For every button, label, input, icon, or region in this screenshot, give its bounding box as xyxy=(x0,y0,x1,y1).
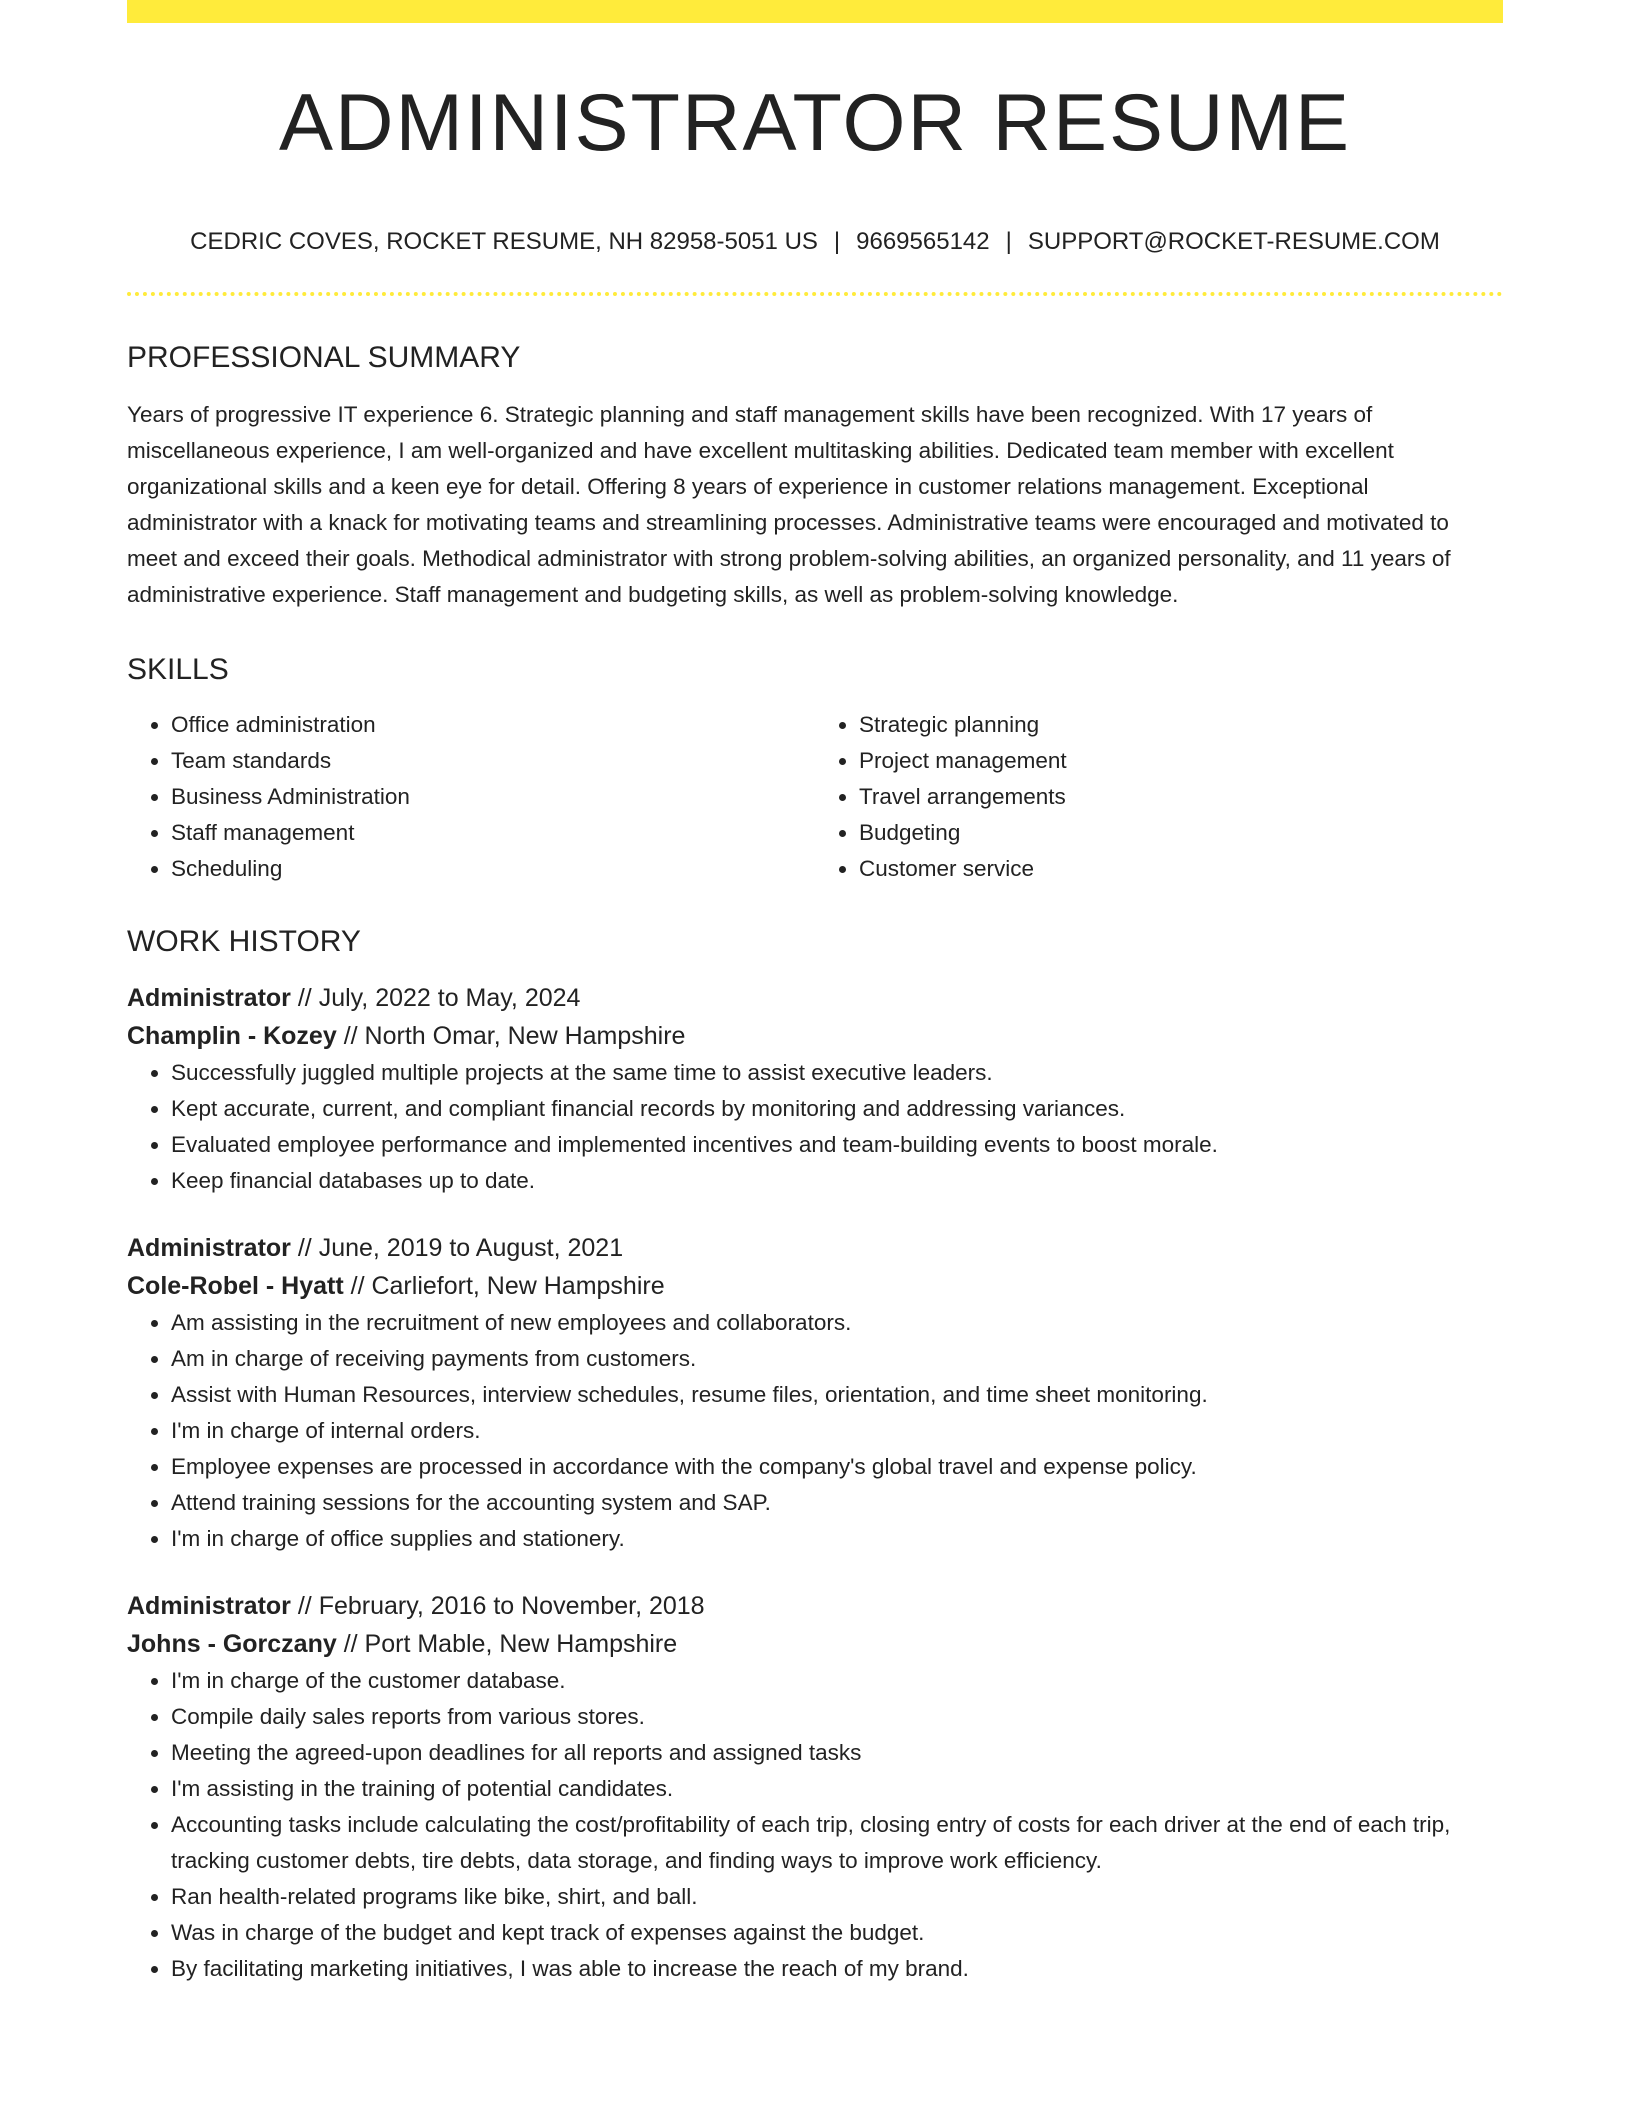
contact-address: CEDRIC COVES, ROCKET RESUME, NH 82958-5051 US xyxy=(190,228,818,255)
job-title: Administrator xyxy=(127,1592,291,1620)
job-bullet-list xyxy=(127,1055,1503,1199)
job-location: // Carliefort, New Hampshire xyxy=(350,1272,665,1300)
job-location: // North Omar, New Hampshire xyxy=(343,1022,686,1050)
job-bullet: • Ran health-related programs like bike, shirt, and ball. xyxy=(171,1879,1503,1915)
job-bullet: • Compile daily sales reports from various stores. xyxy=(171,1699,1503,1735)
job-entry xyxy=(127,1587,1503,1987)
skill-item: • Office administration xyxy=(171,707,815,743)
skill-item: • Strategic planning xyxy=(859,707,1503,743)
summary-heading: PROFESSIONAL SUMMARY xyxy=(127,341,521,374)
job-title-line xyxy=(127,979,1503,1017)
job-bullet: • Keep financial databases up to date. xyxy=(171,1163,1503,1199)
job-bullet: • I'm assisting in the training of potential candidates. xyxy=(171,1771,1503,1807)
job-dates: // July, 2022 to May, 2024 xyxy=(297,984,581,1012)
contact-email: SUPPORT@ROCKET-RESUME.COM xyxy=(1027,228,1440,255)
skill-item: • Team standards xyxy=(171,743,815,779)
job-company: Johns - Gorczany xyxy=(127,1630,337,1658)
job-company-line xyxy=(127,1267,1503,1305)
job-entry xyxy=(127,1229,1503,1557)
skills-list-right xyxy=(815,707,1503,887)
skills-column-right xyxy=(815,707,1503,887)
job-bullet: • Am in charge of receiving payments from customers. xyxy=(171,1341,1503,1377)
job-bullet: • Evaluated employee performance and implemented incentives and team-building events to boost morale. xyxy=(171,1127,1503,1163)
dotted-divider xyxy=(127,292,1503,296)
resume-title: ADMINISTRATOR RESUME xyxy=(278,78,1352,168)
job-title: Administrator xyxy=(127,1234,291,1262)
skills-heading: SKILLS xyxy=(127,653,229,686)
resume-page xyxy=(127,0,1503,1987)
contact-line xyxy=(127,230,1503,254)
contact-separator: | xyxy=(1005,228,1012,255)
skill-item: • Customer service xyxy=(859,851,1503,887)
skill-item: • Budgeting xyxy=(859,815,1503,851)
summary-text: Years of progressive IT experience 6. Strategic planning and staff management skills have been recognized. With 17 years of miscellaneous experience, I am well-organized and have excellent multitasking abilities. Dedicated team member with excellent organizational skills and a keen eye for detail. Offering 8 years of experience in customer relations management. Exceptional administrator with a knack for motivating teams and streamlining processes. Administrative teams were encouraged and motivated to meet and exceed their goals. Methodical administrator with strong problem-solving abilities, an organized personality, and 11 years of administrative experience. Staff management and budgeting skills, as well as problem-solving knowledge. xyxy=(127,402,1451,607)
job-title: Administrator xyxy=(127,984,291,1012)
job-company: Champlin - Kozey xyxy=(127,1022,337,1050)
job-dates: // February, 2016 to November, 2018 xyxy=(297,1592,705,1620)
job-title-line xyxy=(127,1587,1503,1625)
contact-separator: | xyxy=(833,228,841,255)
skill-item: • Staff management xyxy=(171,815,815,851)
skill-item: • Travel arrangements xyxy=(859,779,1503,815)
job-bullet: • Attend training sessions for the accounting system and SAP. xyxy=(171,1485,1503,1521)
job-bullet: • By facilitating marketing initiatives, I was able to increase the reach of my brand. xyxy=(171,1951,1503,1987)
skills-grid xyxy=(127,707,1503,887)
accent-top-bar xyxy=(127,0,1503,23)
job-dates: // June, 2019 to August, 2021 xyxy=(297,1234,624,1262)
skill-item: • Project management xyxy=(859,743,1503,779)
job-bullet: • Was in charge of the budget and kept track of expenses against the budget. xyxy=(171,1915,1503,1951)
job-title-line xyxy=(127,1229,1503,1267)
skill-item: • Business Administration xyxy=(171,779,815,815)
work-history-heading: WORK HISTORY xyxy=(127,925,361,958)
job-bullet: • Meeting the agreed-upon deadlines for all reports and assigned tasks xyxy=(171,1735,1503,1771)
job-bullet: • Am assisting in the recruitment of new employees and collaborators. xyxy=(171,1305,1503,1341)
job-bullet: • I'm in charge of internal orders. xyxy=(171,1413,1503,1449)
skill-item: • Scheduling xyxy=(171,851,815,887)
job-bullet: • Successfully juggled multiple projects at the same time to assist executive leaders. xyxy=(171,1055,1503,1091)
job-company: Cole-Robel - Hyatt xyxy=(127,1272,344,1300)
job-bullet: • Assist with Human Resources, interview schedules, resume files, orientation, and time sheet monitoring. xyxy=(171,1377,1503,1413)
contact-phone: 9669565142 xyxy=(856,228,990,255)
job-bullet-list xyxy=(127,1663,1503,1987)
job-company-line xyxy=(127,1625,1503,1663)
skills-column-left xyxy=(127,707,815,887)
job-bullet: • Accounting tasks include calculating the cost/profitability of each trip, closing entry of costs for each driver at the end of each trip, tracking customer debts, tire debts, data storage, and finding ways to improve work efficiency. xyxy=(171,1807,1503,1879)
job-bullet: • Kept accurate, current, and compliant financial records by monitoring and addressing variances. xyxy=(171,1091,1503,1127)
job-location: // Port Mable, New Hampshire xyxy=(343,1630,678,1658)
job-bullet: • Employee expenses are processed in accordance with the company's global travel and expense policy. xyxy=(171,1449,1503,1485)
skills-list-left xyxy=(127,707,815,887)
job-bullet: • I'm in charge of the customer database. xyxy=(171,1663,1503,1699)
job-bullet-list xyxy=(127,1305,1503,1557)
job-company-line xyxy=(127,1017,1503,1055)
job-bullet: • I'm in charge of office supplies and stationery. xyxy=(171,1521,1503,1557)
job-entry xyxy=(127,979,1503,1199)
